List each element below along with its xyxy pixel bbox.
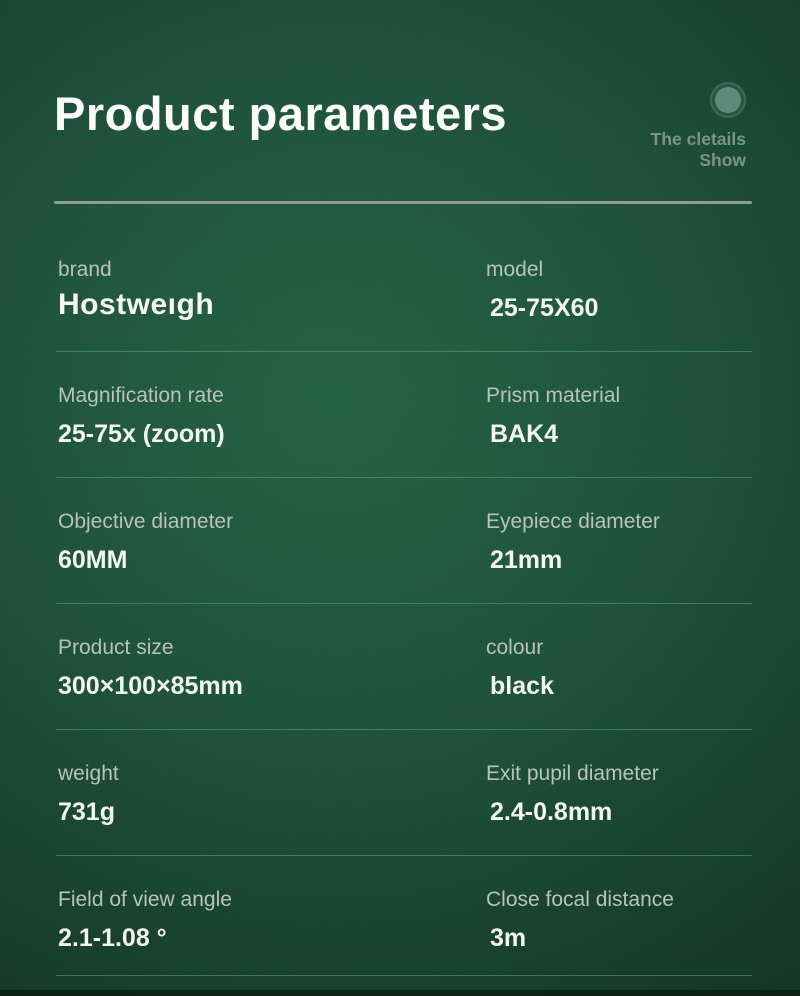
spec-value: 300×100×85mm	[58, 672, 243, 700]
brand-logo-text: Hostweıgh	[58, 288, 215, 321]
spec-value: 21mm	[490, 546, 563, 574]
spec-cell-prism-material	[486, 383, 620, 449]
spec-label: Product size	[58, 636, 174, 659]
spec-row-weight-exitpupil	[56, 730, 752, 856]
badge-line-1: The cletails	[650, 129, 746, 149]
spec-label: Eyepiece diameter	[486, 510, 660, 533]
title-underline	[54, 201, 752, 204]
spec-cell-colour	[486, 635, 554, 701]
badge-line-2: Show	[699, 150, 746, 170]
spec-cell-field-of-view	[58, 887, 232, 953]
spec-cell-model	[486, 257, 598, 323]
spec-cell-brand	[58, 257, 214, 320]
spec-label: colour	[486, 636, 544, 659]
spec-label: Field of view angle	[58, 888, 232, 911]
spec-label: weight	[58, 762, 119, 785]
spec-value: 2.1-1.08 °	[58, 924, 167, 952]
spec-value: 25-75X60	[490, 294, 599, 322]
bottom-edge-shade	[0, 990, 800, 996]
spec-cell-magnification	[58, 383, 225, 449]
spec-label: Magnification rate	[58, 384, 224, 407]
spec-value: BAK4	[490, 420, 559, 448]
spec-value: 60MM	[58, 546, 128, 574]
spec-cell-product-size	[58, 635, 243, 701]
spec-value: 731g	[58, 798, 115, 826]
spec-value: 2.4-0.8mm	[490, 798, 613, 826]
spec-label: Exit pupil diameter	[486, 762, 659, 785]
spec-cell-close-focal-distance	[486, 887, 674, 953]
page-title: Product parameters	[54, 87, 508, 140]
details-show-badge	[651, 129, 746, 171]
spec-cell-objective-diameter	[58, 509, 233, 575]
spec-value: 25-75x (zoom)	[58, 420, 225, 448]
spec-label: model	[486, 258, 544, 281]
spec-value: 3m	[490, 924, 527, 952]
spec-label: Objective diameter	[58, 510, 234, 533]
spec-table	[0, 226, 800, 976]
spec-row-brand-model	[56, 226, 752, 352]
spec-row-size-colour	[56, 604, 752, 730]
spec-row-fov-closefocus	[56, 856, 752, 976]
spec-cell-eyepiece-diameter	[486, 509, 660, 575]
spec-cell-weight	[58, 761, 119, 827]
spec-row-objective-eyepiece	[56, 478, 752, 604]
spec-label: Close focal distance	[486, 888, 674, 911]
circle-icon	[712, 84, 744, 116]
spec-cell-exit-pupil-diameter	[486, 761, 659, 827]
spec-label: Prism material	[486, 384, 621, 407]
spec-label: brand	[58, 258, 112, 281]
spec-row-magnification-prism	[56, 352, 752, 478]
spec-value: black	[490, 672, 554, 700]
